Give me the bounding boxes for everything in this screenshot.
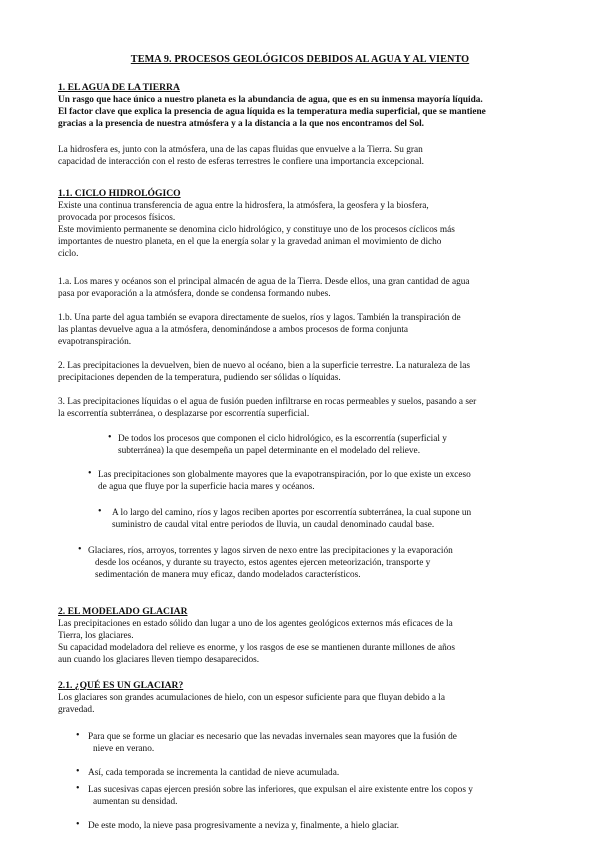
bullet-icon: • bbox=[76, 766, 80, 777]
paragraph-line: Su capacidad modeladora del relieve es enorme, y los rasgos de ese se mantienen durante millones de años bbox=[58, 643, 456, 653]
heading-agua-tierra: 1. EL AGUA DE LA TIERRA bbox=[58, 82, 180, 93]
paragraph-line: Existe una continua transferencia de agua entre la hidrosfera, la atmósfera, la geosfera y la biosfera, bbox=[58, 201, 429, 211]
paragraph-line: El factor clave que explica la presencia de agua líquida es la temperatura media superficial, que se mantiene bbox=[58, 107, 486, 117]
list-item: subterránea) la que desempeña un papel determinante en el modelado del relieve. bbox=[118, 446, 421, 456]
bullet-icon: • bbox=[78, 544, 82, 555]
list-item: Glaciares, ríos, arroyos, torrentes y lagos sirven de nexo entre las precipitaciones y la evaporación bbox=[88, 546, 453, 556]
paragraph-line: pasa por evaporación a la atmósfera, donde se condensa formando nubes. bbox=[58, 289, 331, 299]
paragraph-line: Los glaciares son grandes acumulaciones de hielo, con un espesor suficiente para que fluyan debido a la bbox=[58, 693, 445, 703]
paragraph-line: Las precipitaciones en estado sólido dan lugar a uno de los agentes geológicos externos más eficaces de la bbox=[58, 619, 453, 629]
document-title: TEMA 9. PROCESOS GEOLÓGICOS DEBIDOS AL AGUA Y AL VIENTO bbox=[130, 54, 470, 65]
list-item: suministro de caudal vital entre periodos de lluvia, un caudal denominado caudal base. bbox=[112, 520, 435, 530]
list-item: de agua que fluye por la superficie hacia mares y océanos. bbox=[98, 482, 315, 492]
list-item: sedimentación de manera muy eficaz, dando modelados característicos. bbox=[95, 570, 361, 580]
list-item: Las precipitaciones son globalmente mayores que la evapotranspiración, por lo que existe un exceso bbox=[98, 470, 471, 480]
paragraph-line: la escorrentía subterránea, o desplazarse por escorrentía superficial. bbox=[58, 409, 310, 419]
paragraph-line: Tierra, los glaciares. bbox=[58, 631, 134, 641]
paragraph-line: gracias a la presencia de nuestra atmósfera y a la distancia a la que nos encontramos del Sol. bbox=[58, 119, 425, 129]
paragraph-line: las plantas devuelve agua a la atmósfera, denominándose a ambos procesos de forma conjunta bbox=[58, 325, 409, 335]
paragraph-line: evapotranspiración. bbox=[58, 337, 132, 347]
bullet-icon: • bbox=[76, 783, 80, 794]
paragraph-line: ciclo. bbox=[58, 249, 79, 259]
paragraph-line: capacidad de interacción con el resto de esferas terrestres le confiere una importancia excepcional. bbox=[58, 157, 425, 167]
bullet-icon: • bbox=[76, 819, 80, 830]
paragraph-line: aun cuando los glaciares lleven tiempo desaparecidos. bbox=[58, 655, 260, 665]
list-item: desde los océanos, y durante su trayecto, estos agentes ejercen meteorización, transporte y bbox=[95, 558, 431, 568]
heading-modelado-glaciar: 2. EL MODELADO GLACIAR bbox=[58, 606, 188, 617]
bullet-icon: • bbox=[98, 506, 102, 517]
bullet-icon: • bbox=[76, 730, 80, 741]
heading-ciclo-hidrologico: 1.1. CICLO HIDROLÓGICO bbox=[58, 188, 181, 199]
list-item: Para que se forme un glaciar es necesario que las nevadas invernales sean mayores que la fusión de bbox=[88, 732, 457, 742]
paragraph-line: 1.b. Una parte del agua también se evapora directamente de suelos, ríos y lagos. También la transpiración de bbox=[58, 313, 461, 323]
paragraph-line: precipitaciones dependen de la temperatura, pudiendo ser sólidas o líquidas. bbox=[58, 373, 341, 383]
paragraph-line: 2. Las precipitaciones la devuelven, bien de nuevo al océano, bien a la superficie terrestre. La naturaleza de las bbox=[58, 361, 470, 371]
list-item: A lo largo del camino, ríos y lagos reciben aportes por escorrentía subterránea, la cual supone un bbox=[112, 508, 472, 518]
list-item: Así, cada temporada se incrementa la cantidad de nieve acumulada. bbox=[88, 768, 340, 778]
paragraph-line: provocada por procesos físicos. bbox=[58, 213, 176, 223]
paragraph-line: La hidrosfera es, junto con la atmósfera, una de las capas fluidas que envuelve a la Tierra. Su gran bbox=[58, 145, 423, 155]
paragraph-line: Un rasgo que hace único a nuestro planeta es la abundancia de agua, que es en su inmensa mayoría líquida. bbox=[58, 95, 483, 105]
paragraph-line: Este movimiento permanente se denomina ciclo hidrológico, y constituye uno de los procesos cíclicos más bbox=[58, 225, 455, 235]
paragraph-line: 3. Las precipitaciones líquidas o el agua de fusión pueden infiltrarse en rocas permeables y suelos, pasando a ser bbox=[58, 397, 477, 407]
paragraph-line: 1.a. Los mares y océanos son el principal almacén de agua de la Tierra. Desde ellos, una gran cantidad de agua bbox=[58, 277, 470, 287]
paragraph-line: importantes de nuestro planeta, en el que la energía solar y la gravedad animan el movimiento de dicho bbox=[58, 237, 442, 247]
list-item: aumentan su densidad. bbox=[93, 797, 178, 807]
bullet-icon: • bbox=[108, 432, 112, 443]
list-item: De este modo, la nieve pasa progresivamente a neviza y, finalmente, a hielo glaciar. bbox=[88, 821, 399, 831]
list-item: De todos los procesos que componen el ciclo hidrológico, es la escorrentía (superficial y bbox=[118, 434, 447, 444]
list-item: Las sucesivas capas ejercen presión sobre las inferiores, que expulsan el aire existente entre los copos y bbox=[88, 785, 473, 795]
heading-que-es-glaciar: 2.1. ¿QUÉ ES UN GLACIAR? bbox=[58, 680, 184, 691]
list-item: nieve en verano. bbox=[93, 744, 155, 754]
paragraph-line: gravedad. bbox=[58, 705, 95, 715]
bullet-icon: • bbox=[88, 468, 92, 479]
